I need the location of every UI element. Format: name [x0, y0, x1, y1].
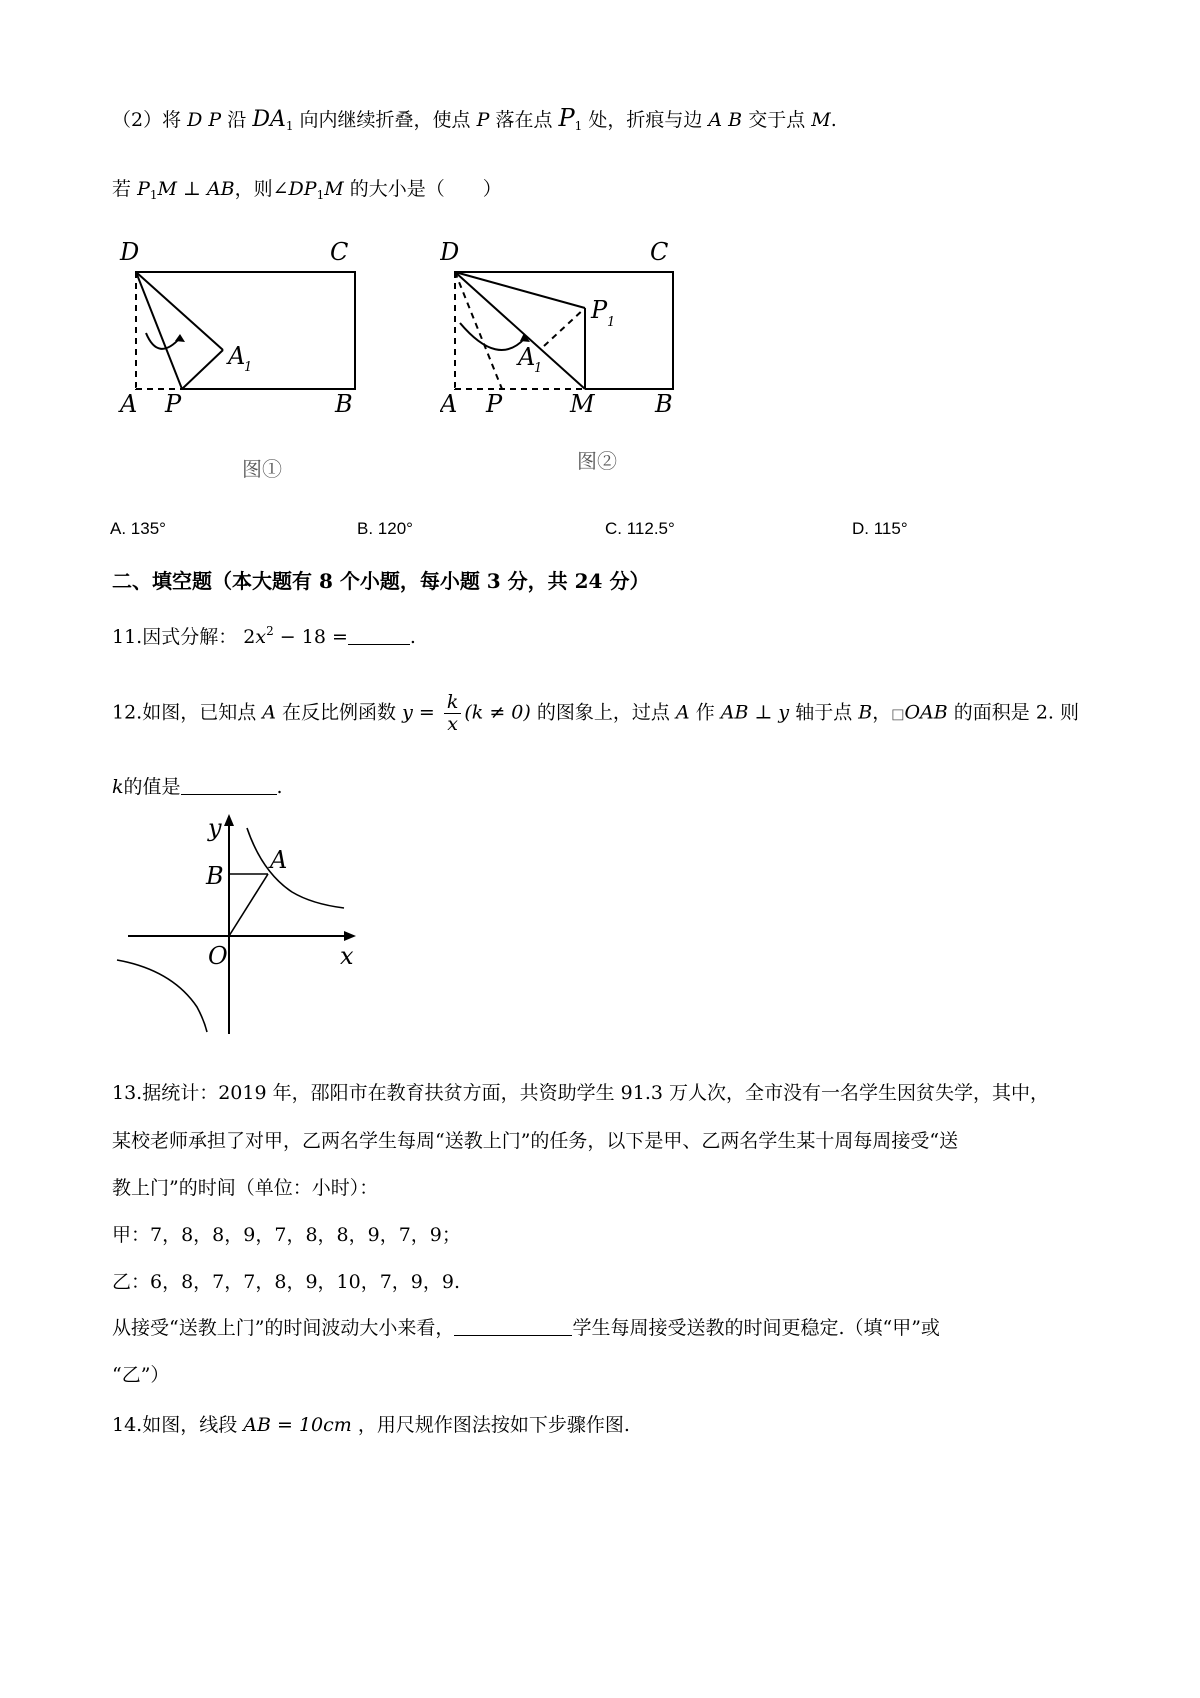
fig1-label-c: C: [330, 240, 349, 266]
fig1-label-a1: A: [228, 342, 246, 370]
q13-line1: 13.据统计：2019 年，邵阳市在教育扶贫方面，共资助学生 91.3 万人次，全市没有一名学生因贫失学，其中，: [112, 1082, 1049, 1104]
fig1-a1p: [182, 350, 223, 389]
fig2-label-a: A: [440, 390, 458, 418]
choice-c: C. 112.5°: [605, 519, 675, 538]
fig1-crease-dp: [136, 272, 182, 389]
q13-answer-blank: [454, 1317, 572, 1336]
q12-answer-blank: [181, 776, 277, 795]
section2-heading: 二、填空题（本大题有 8 个小题，每小题 3 分，共 24 分）: [112, 569, 650, 593]
fig2-label-p1: P: [591, 296, 608, 324]
fig2-caption: 图②: [577, 449, 617, 473]
figure-2: [440, 240, 690, 480]
fig2-dashed-dp: [455, 272, 502, 389]
fig1-label-d: D: [120, 240, 140, 266]
q13-data-yi: 乙：6，8，7，7，8，9，10，7，9，9.: [112, 1271, 461, 1293]
choice-b: B. 120°: [357, 519, 413, 538]
graph-label-o: O: [208, 942, 228, 970]
hyperbola-branch-lower: [117, 960, 207, 1032]
q12-line1: 12.如图，已知点 A 在反比例函数 y = $\frac{k}{x}$ (k ≠ 0) 的图象上，过点 A 作 AB ⊥ y 轴于点 B，□OAB 的面积是 2. 则: [112, 691, 1080, 735]
choice-a: A. 135°: [110, 519, 166, 538]
q11-line: 11.因式分解： $2x^2 - 18$ = .: [112, 624, 416, 648]
q13-data-jia: 甲：7，8，8，9，7，8，8，9，7，9；: [112, 1224, 461, 1246]
q13-line5: “乙”）: [112, 1364, 170, 1386]
fig2-label-a1: A: [518, 343, 536, 371]
fig2-dashed-a1p1: [544, 308, 585, 346]
graph-label-a: A: [270, 846, 288, 874]
segment-oa: [229, 874, 268, 936]
hyperbola-branch-upper: [247, 828, 344, 908]
fig1-label-a1-sub: 1: [244, 360, 253, 375]
q12-line2: k的值是 .: [112, 776, 283, 798]
fig2-label-c: C: [650, 240, 669, 266]
fig2-label-a1-sub: 1: [534, 361, 543, 376]
q12-graph: [112, 812, 372, 1042]
figure-1: [110, 240, 370, 490]
fig1-label-a: A: [120, 390, 138, 418]
fig1-label-b: B: [335, 390, 353, 418]
q10-part2-line: （2）将 D P 沿 $DA_1$ 向内继续折叠，使点 P 落在点 $P_1$ 处，折痕与边 A B 交于点 M.: [112, 104, 837, 133]
q14-line: 14.如图，线段 AB = 10cm ，用尺规作图法按如下步骤作图.: [112, 1414, 630, 1436]
graph-label-x: x: [340, 942, 354, 970]
graph-label-b: B: [206, 862, 224, 890]
fig2-label-d: D: [440, 240, 460, 266]
fig2-rectangle: [455, 272, 673, 389]
fig2-label-b: B: [655, 390, 673, 418]
q11-answer-blank: [348, 626, 410, 645]
fig2-label-p: P: [486, 390, 503, 418]
q13-line4: 从接受“送教上门”的时间波动大小来看， 学生每周接受送教的时间更稳定.（填“甲”或: [112, 1317, 940, 1339]
fig2-label-m: M: [570, 390, 595, 418]
fig1-label-p: P: [165, 390, 182, 418]
q10-condition-line: 若 $P_1M$ ⊥ AB，则$\angle DP_1M$ 的大小是（ ）: [112, 178, 502, 202]
choice-d: D. 115°: [852, 519, 908, 538]
fig2-label-p1-sub: 1: [607, 315, 616, 330]
q12-fraction: $\frac{k}{x}$: [444, 692, 462, 735]
q13-line3: 教上门”的时间（单位：小时）：: [112, 1177, 379, 1199]
graph-label-y: y: [208, 814, 222, 842]
q13-line2: 某校老师承担了对甲，乙两名学生每周“送教上门”的任务，以下是甲、乙两名学生某十周每周接受“送: [112, 1130, 959, 1152]
fig1-caption: 图①: [242, 457, 282, 481]
